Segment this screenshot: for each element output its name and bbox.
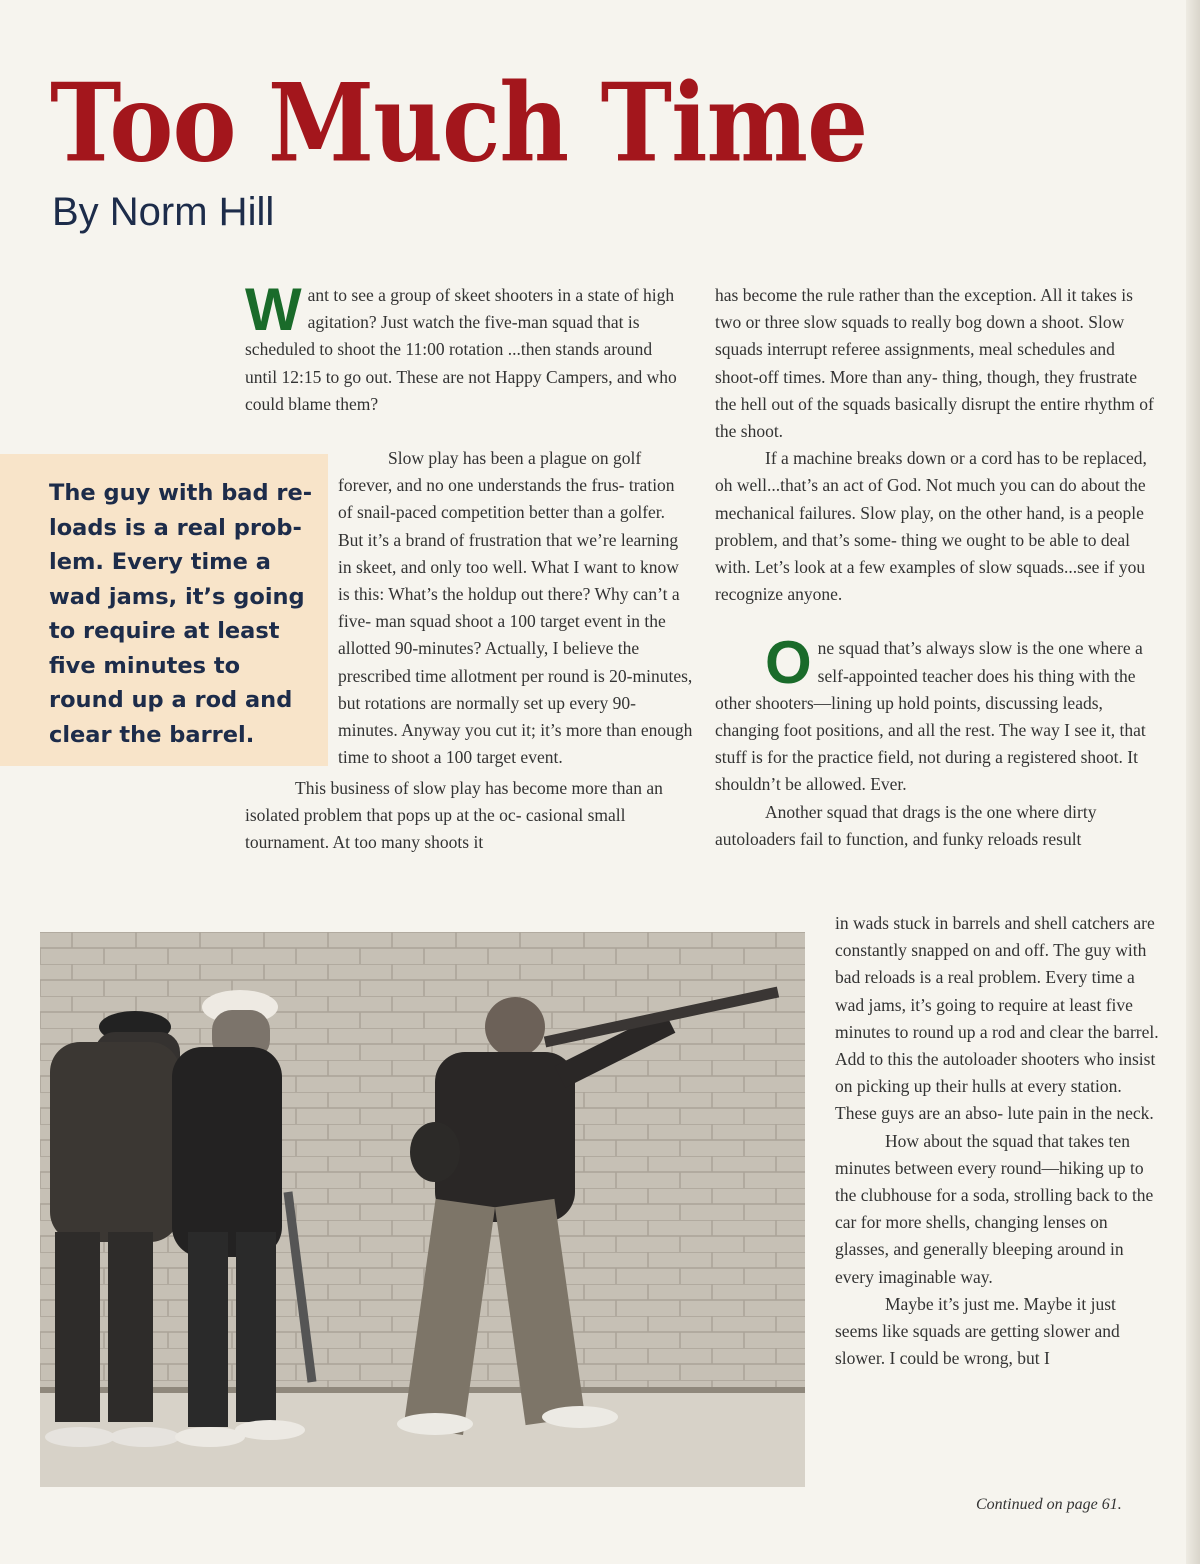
photo-illustration bbox=[40, 932, 805, 1487]
column-1-top bbox=[245, 276, 685, 418]
column-2 bbox=[715, 282, 1160, 853]
paragraph: Maybe it’s just me. Maybe it just seems like squads are getting slower and slower. I could be wrong, but I bbox=[835, 1293, 1120, 1369]
paragraph: in wads stuck in barrels and shell catchers are constantly snapped on and off. The guy with bad reloads is a real problem. Every time a wad jams, it’s going to require at least five minutes to round up a rod and clear the barrel. Add to this the autoloader shooters who insist on picking up their hulls at every station. These guys are an abso- lute pain in the neck. bbox=[835, 913, 1159, 1124]
drop-cap: O bbox=[765, 629, 812, 697]
wrap-spacer bbox=[245, 445, 338, 775]
photo-skeet-shooters bbox=[40, 932, 805, 1487]
pull-quote: The guy with bad re- loads is a real prob- lem. Every time a wad jams, it’s going to require at least five minutes to round up a rod and clear the barrel. bbox=[0, 454, 328, 766]
column-1-middle bbox=[245, 445, 693, 857]
paragraph: How about the squad that takes ten minutes between every round—hiking up to the clubhouse for a soda, strolling back to the car for more shells, changing lenses on glasses, and generally bleeping around in every imaginable way. bbox=[835, 1130, 1154, 1287]
drop-cap: W bbox=[245, 276, 302, 343]
continued-note: Continued on page 61. bbox=[976, 1496, 1122, 1513]
paragraph: One squad that’s always slow is the one where a self-appointed teacher does his thing with the other shooters—lining up hold points, discussing leads, changing foot positions, and all the rest. The way I see it, that stuff is for the practice field, not during a registered shoot. It shouldn’t be allowed. Ever. bbox=[715, 629, 1146, 795]
paragraph: This business of slow play has become more than an isolated problem that pops up at the oc- casional small tournament. At too many shoots it bbox=[245, 778, 663, 853]
paragraph: Slow play has been a plague on golf forever, and no one understands the frus- tration of snail-paced competition better than a golfer. But it’s a brand of frustration that we’re learning in skeet, and only too well. What I want to know is this: What’s the holdup out there? Why can’t a five- man squad shoot a 100 target event in the allotted 90-minutes? Actually, I believe the prescribed time allotment per round is 20-minutes, but rotations are normally set up every 90-minutes. Anyway you cut it; it’s more than enough time to shoot a 100 target event. bbox=[245, 445, 693, 771]
page-edge bbox=[1186, 0, 1200, 1564]
paragraph: If a machine breaks down or a cord has to be replaced, oh well...that’s an act of God. Not much you can do about the mechanical failures. Slow play, on the other hand, is a people problem, and that’s some- thing we ought to be able to deal with. Let’s look at a few examples of slow squads...see if you recognize anyone. bbox=[715, 448, 1147, 605]
byline: By Norm Hill bbox=[52, 190, 275, 234]
paragraph: Another squad that drags is the one where dirty autoloaders fail to function, and funky reloads result bbox=[715, 801, 1097, 849]
article-title: Too Much Time bbox=[50, 59, 868, 187]
paragraph: Want to see a group of skeet shooters in a state of high agitation? Just watch the five-man squad that is scheduled to shoot the 11:00 rotation ...then stands around until 12:15 to go out. These are not Happy Campers, and who could blame them? bbox=[245, 276, 677, 414]
column-3 bbox=[835, 910, 1160, 1372]
paragraph: has become the rule rather than the exception. All it takes is two or three slow squads to really bog down a shoot. Slow squads interrupt referee assignments, meal schedules and shoot-off times. More than any- thing, though, they frustrate the hell out of the squads basically disrupt the entire rhythm of the shoot. bbox=[715, 285, 1154, 442]
